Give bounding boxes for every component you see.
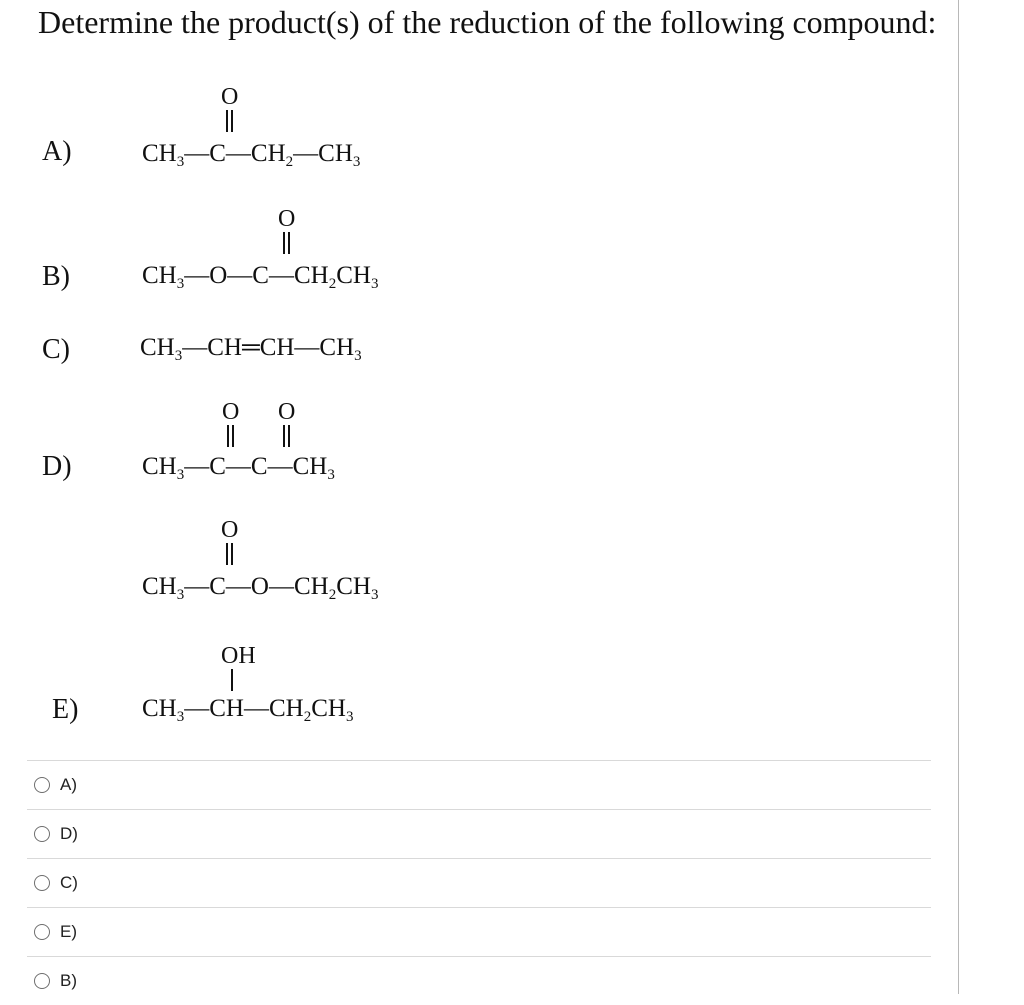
structure-ester-formula: [142, 572, 378, 602]
structure-e-bond1: —: [184, 695, 210, 722]
structure-e-bond2: —: [243, 695, 269, 722]
structure-ester-left-sub: 3: [176, 587, 185, 603]
structure-ester-right-a: CH: [293, 573, 329, 600]
structure-d-left: CH: [142, 453, 177, 480]
structure-a-bond1: —: [184, 140, 210, 167]
structure-e-label: E): [52, 694, 79, 725]
radio-button[interactable]: [34, 875, 50, 891]
structure-a-bond2: —: [225, 140, 251, 167]
structure-b-bond3: —: [268, 262, 294, 289]
structure-b-left: CH: [142, 262, 177, 289]
answer-option-label: D): [60, 824, 78, 843]
structure-c-mid2: CH: [259, 334, 295, 361]
structure-b-bond2: —: [227, 262, 253, 289]
structure-ester-bond3: —: [268, 573, 294, 600]
structure-e-right-b: CH: [311, 695, 346, 722]
structure-d-bond2: —: [225, 453, 251, 480]
structure-b-label: B): [42, 261, 70, 292]
structure-ester-right-a-sub: 2: [328, 587, 337, 603]
structure-d-label: D): [42, 451, 72, 482]
structure-b-right-a: CH: [293, 262, 329, 289]
structure-a-right1-sub: 2: [285, 154, 294, 170]
answer-option-b[interactable]: [27, 956, 931, 1005]
answer-option-d[interactable]: [27, 809, 931, 858]
structure-d-bond3: —: [267, 453, 293, 480]
structure-a-right2-sub: 3: [352, 154, 361, 170]
answer-option-label: B): [60, 971, 77, 990]
structure-b-bond1: —: [184, 262, 210, 289]
structure-d-carbonyl-bond-1: [227, 425, 234, 447]
answer-option-label: C): [60, 873, 78, 892]
structure-b-right-a-sub: 2: [328, 276, 337, 292]
structure-ester-right-b-sub: 3: [370, 587, 379, 603]
answer-option-e[interactable]: [27, 907, 931, 956]
structure-c-bond1: —: [182, 334, 208, 361]
structure-ester-left: CH: [142, 573, 177, 600]
structure-c-right: CH: [319, 334, 355, 361]
structure-e-formula: [142, 694, 353, 724]
structure-d-carbonyl-bond-2: [283, 425, 290, 447]
answer-options: [27, 760, 931, 1005]
structure-c-formula: [140, 333, 362, 363]
answer-option-label: A): [60, 775, 77, 794]
structure-d-right-sub: 3: [327, 467, 335, 483]
structure-e-hydroxyl: OH: [221, 643, 256, 669]
structure-c-double-bond: ═: [241, 334, 260, 361]
structure-b-right-b-sub: 3: [370, 276, 379, 292]
structure-d-c1: C: [209, 453, 226, 480]
structure-a-carbonyl-bond: [226, 110, 233, 132]
structure-b-center: C: [252, 262, 269, 289]
structure-d-right: CH: [292, 453, 328, 480]
structure-d-c2: C: [250, 453, 268, 480]
structure-a-left-sub: 3: [176, 154, 185, 170]
radio-button[interactable]: [34, 973, 50, 989]
structure-d-formula: [142, 452, 335, 482]
structure-c-left: CH: [140, 334, 175, 361]
structure-a-center: C: [209, 140, 226, 167]
structure-a-formula: [142, 139, 360, 169]
radio-button[interactable]: [34, 777, 50, 793]
structure-e-right-a: CH: [268, 695, 304, 722]
structure-ester-oxygen: O: [221, 517, 239, 543]
structure-a-left: CH: [142, 140, 177, 167]
structure-b-left-sub: 3: [176, 276, 185, 292]
structure-b-oxygen: O: [278, 206, 296, 232]
structure-e-left: CH: [142, 695, 177, 722]
structure-ester-right-b: CH: [336, 573, 371, 600]
structure-a-oxygen: O: [221, 84, 239, 110]
structure-ester-carbonyl-bond: [226, 543, 233, 565]
structure-d-oxygen1: O: [222, 399, 240, 425]
structure-b-formula: [142, 261, 378, 291]
answer-option-a[interactable]: [27, 760, 931, 809]
structure-e-left-sub: 3: [176, 709, 185, 725]
structure-c-right-sub: 3: [354, 348, 362, 364]
structure-b-right-b: CH: [336, 262, 371, 289]
structure-e-center: CH: [209, 695, 244, 722]
structure-c-mid1: CH: [207, 334, 242, 361]
structure-ester-bond1: —: [184, 573, 210, 600]
question-text: Determine the product(s) of the reduction of the following compound:: [38, 4, 937, 40]
structure-b-carbonyl-bond: [283, 232, 290, 254]
structure-a-right1: CH: [250, 140, 286, 167]
structure-a-bond3: —: [293, 140, 319, 167]
structure-e-right-a-sub: 2: [303, 709, 312, 725]
structure-a-label: A): [42, 136, 72, 167]
page-divider: [958, 0, 959, 994]
radio-button[interactable]: [34, 826, 50, 842]
structure-e-hydroxyl-bond: [231, 669, 233, 691]
structure-ester-ether-o: O: [250, 573, 269, 600]
structure-d-bond1: —: [184, 453, 210, 480]
structure-c-left-sub: 3: [174, 348, 183, 364]
structure-ester-center: C: [209, 573, 226, 600]
structure-d-left-sub: 3: [176, 467, 185, 483]
structure-e-right-b-sub: 3: [345, 709, 354, 725]
answer-option-c[interactable]: [27, 858, 931, 907]
structure-ester-bond2: —: [225, 573, 251, 600]
structure-c-bond2: —: [294, 334, 320, 361]
radio-button[interactable]: [34, 924, 50, 940]
structure-d-oxygen2: O: [278, 399, 296, 425]
structure-c-label: C): [42, 334, 70, 365]
structure-a-right2: CH: [318, 140, 353, 167]
structure-b-ether-o: O: [209, 262, 228, 289]
answer-option-label: E): [60, 922, 77, 941]
